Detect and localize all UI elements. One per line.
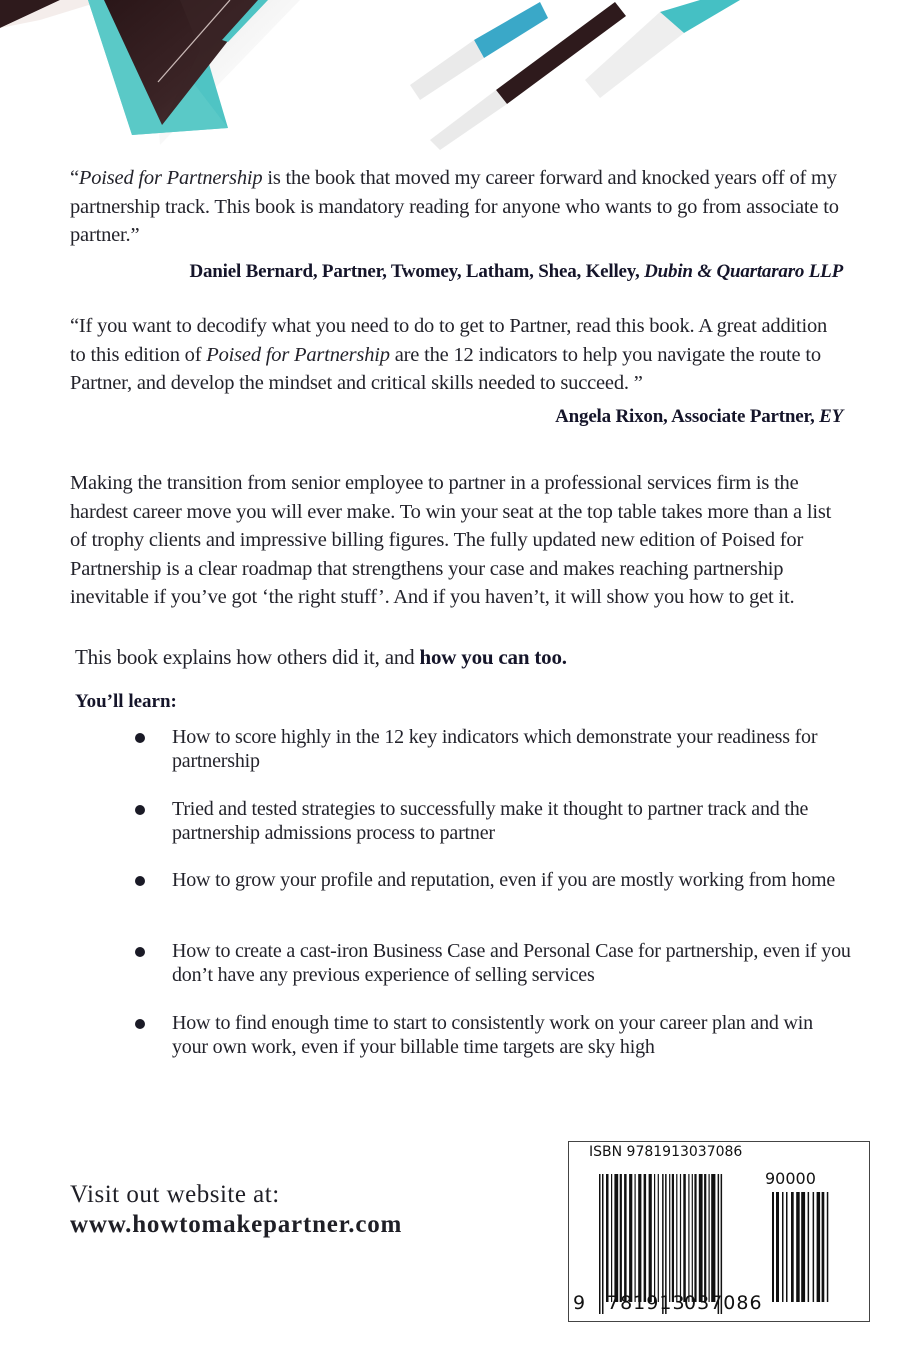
- attribution-firm: EY: [819, 406, 843, 427]
- barcode-bar: [629, 1174, 632, 1302]
- addon-bar: [786, 1192, 788, 1302]
- barcode-digits-right: 037086: [684, 1292, 763, 1314]
- website-label: Visit out website at:: [70, 1181, 280, 1208]
- barcode-bar: [704, 1174, 706, 1302]
- barcode-bar: [635, 1174, 636, 1302]
- barcode-bar: [654, 1174, 655, 1302]
- list-item: [172, 725, 852, 773]
- addon-bar: [801, 1192, 805, 1302]
- addon-bar: [791, 1192, 794, 1302]
- list-item-text: How to find enough time to start to consistently work on your career plan and win your own work, even if your billable time targets are sky high: [172, 1012, 813, 1058]
- barcode-bar: [688, 1174, 689, 1302]
- list-item: [172, 939, 852, 987]
- book-title: Poised for Partnership: [206, 343, 390, 366]
- barcode-bar: [676, 1174, 677, 1302]
- barcode-bar: [658, 1174, 659, 1302]
- barcode-bar: [709, 1174, 710, 1302]
- bullet-icon: [135, 876, 145, 886]
- barcode-bar: [699, 1174, 703, 1302]
- guard-bar: [599, 1174, 601, 1314]
- website-url[interactable]: www.howtomakepartner.com: [70, 1211, 403, 1238]
- bullet-icon: [135, 805, 145, 815]
- bullet-icon: [135, 1019, 145, 1029]
- barcode-bar: [711, 1174, 715, 1302]
- blue-bar-shape: [474, 2, 548, 58]
- barcode-bar: [644, 1174, 647, 1302]
- barcode-bar: [620, 1174, 622, 1302]
- explains-line: [75, 645, 567, 670]
- list-item: [172, 1011, 852, 1059]
- testimonial-quote-1: [70, 164, 845, 250]
- barcode-bar: [638, 1174, 641, 1302]
- explains-text: This book explains how others did it, and: [75, 645, 420, 669]
- addon-bar: [772, 1192, 774, 1302]
- list-item: [172, 868, 852, 892]
- barcode-bar: [614, 1174, 618, 1302]
- addon-bar: [822, 1192, 825, 1302]
- list-item-text: Tried and tested strategies to successfully make it thought to partner track and the partnership admissions process to partner: [172, 798, 809, 844]
- list-item-text: How to score highly in the 12 key indicators which demonstrate your readiness for partnership: [172, 726, 818, 772]
- quote-mark: “: [70, 167, 79, 189]
- list-item: [172, 797, 852, 845]
- barcode-bar: [624, 1174, 627, 1302]
- attribution-name: Angela Rixon, Associate Partner,: [555, 406, 820, 427]
- guard-bar: [602, 1174, 604, 1314]
- website-block: [70, 1180, 402, 1240]
- book-description: Making the transition from senior employee to partner in a professional services firm is the hardest career move you will ever make. To win your seat at the top table takes more than a list of trophy clients and impressive billing figures. The fully updated new edition of Poised for Partnership is a clear roadmap that strengthens your case and makes reaching partnership inevitable if you’ve got ‘the right stuff’. And if you haven’t, it will show you how to get it.: [70, 472, 832, 608]
- barcode-bar: [669, 1174, 670, 1302]
- addon-bar: [782, 1192, 784, 1302]
- testimonial-attribution-1: [189, 261, 843, 283]
- barcode-bar: [606, 1174, 609, 1302]
- book-title: Poised for Partnership: [78, 167, 263, 189]
- isbn-barcode: [568, 1141, 870, 1322]
- barcode-digits-left: 781913: [607, 1292, 686, 1314]
- bullet-icon: [135, 733, 145, 743]
- barcode-bar: [649, 1174, 652, 1302]
- isbn-label: ISBN 9781913037086: [589, 1144, 743, 1160]
- bullet-icon: [135, 947, 145, 957]
- barcode-bar: [694, 1174, 696, 1302]
- attribution-name: Daniel Bernard, Partner, Twomey, Latham, Shea, Kelley,: [189, 261, 645, 282]
- quote-text: is the book that moved my career forward and knocked years off of my partnership track. This book is mandatory reading for anyone who wants to go from associate to partner.”: [70, 167, 839, 246]
- addon-bar: [776, 1192, 779, 1302]
- barcode-bar: [672, 1174, 674, 1302]
- price-addon-label: 90000: [765, 1169, 816, 1188]
- addon-bar: [827, 1192, 829, 1302]
- quote-text: “If you want to decodify what you need to do to get to Partner, read this book. A great addition to this edition of: [70, 315, 828, 366]
- addon-bar: [817, 1192, 821, 1302]
- list-item-text: How to create a cast-iron Business Case and Personal Case for partnership, even if you don’t have any previous experience of selling services: [172, 940, 851, 986]
- attribution-firm: Dubin & Quartararo LLP: [644, 261, 843, 282]
- barcode-bar: [692, 1174, 693, 1302]
- barcode-bar: [683, 1174, 686, 1302]
- barcode-digit-first: 9: [573, 1292, 587, 1314]
- addon-bar: [813, 1192, 815, 1302]
- list-item-text: How to grow your profile and reputation, even if you are mostly working from home: [172, 869, 836, 891]
- addon-bar: [808, 1192, 810, 1302]
- quote-text: are the 12 indicators to help you navigate the route to Partner, and develop the mindset and critical skills needed to succeed. ”: [70, 343, 821, 394]
- learn-heading: You’ll learn:: [75, 691, 177, 712]
- explains-emphasis: how you can too.: [419, 645, 567, 669]
- barcode-bar: [611, 1174, 612, 1302]
- barcode-bar: [680, 1174, 681, 1302]
- testimonial-attribution-2: [555, 406, 843, 428]
- header-decoration: [0, 0, 907, 160]
- addon-bar: [796, 1192, 800, 1302]
- testimonial-quote-2: [70, 312, 845, 398]
